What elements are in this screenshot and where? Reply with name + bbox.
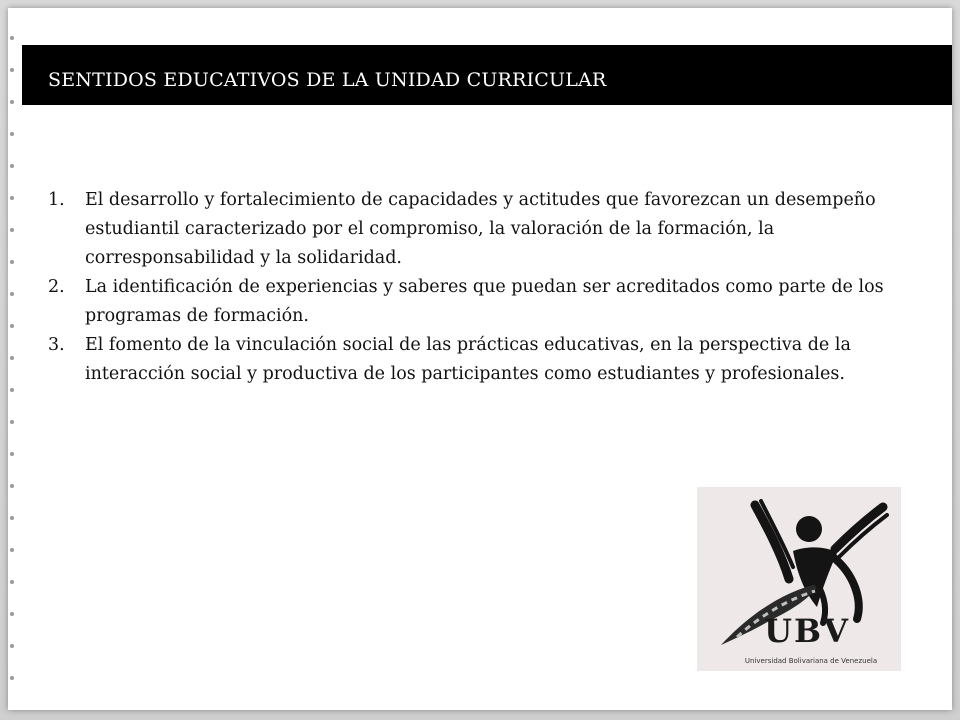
list-item-text: El desarrollo y fortalecimiento de capacidades y actitudes que favorezcan un desempeño estudiantil caracterizado por el compromiso, la valoración de la formación, la corresponsabilidad y la solidaridad. bbox=[85, 190, 876, 268]
list-item-text: La identificación de experiencias y saberes que puedan ser acreditados como parte de los programas de formación. bbox=[85, 277, 884, 326]
list-item bbox=[48, 331, 916, 389]
ubv-logo-icon bbox=[697, 487, 901, 671]
list-item-number: 3. bbox=[48, 335, 65, 355]
slide bbox=[8, 8, 952, 710]
bullet-list bbox=[48, 186, 916, 389]
list-item-number: 2. bbox=[48, 277, 65, 297]
ubv-logo bbox=[697, 487, 901, 671]
list-item bbox=[48, 186, 916, 273]
logo-caption: Universidad Bolivariana de Venezuela bbox=[744, 657, 878, 665]
list-item-number: 1. bbox=[48, 190, 65, 210]
title-bar bbox=[22, 45, 952, 105]
spiral-binding-decoration bbox=[8, 8, 20, 710]
logo-wordmark: UBV bbox=[764, 612, 850, 650]
slide-title: SENTIDOS EDUCATIVOS DE LA UNIDAD CURRICULAR bbox=[48, 69, 607, 91]
list-item-text: El fomento de la vinculación social de las prácticas educativas, en la perspectiva de la interacción social y productiva de los participantes como estudiantes y profesionales. bbox=[85, 335, 851, 384]
list-item bbox=[48, 273, 916, 331]
